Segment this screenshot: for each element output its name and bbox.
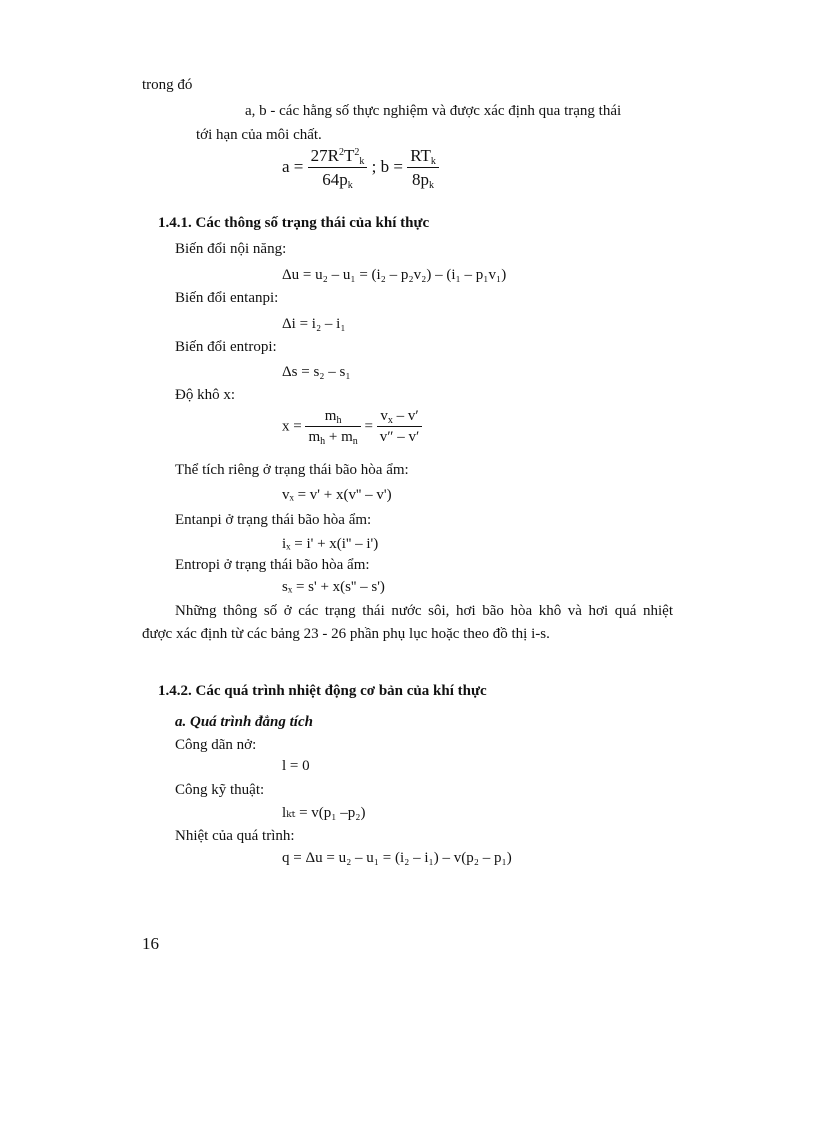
enthalpy-formula: Δi = i₂ – i₁ <box>282 316 346 332</box>
heat-label: Nhiệt của quá trình: <box>175 828 295 844</box>
entropy-formula: Δs = s₂ – s₁ <box>282 364 351 380</box>
dryness-fraction-1: $\frac{m_h}{m_h + m_n}$ <box>305 408 360 446</box>
internal-energy-formula: Δu = u₂ – u₁ = (i₂ – p₂v₂) – (i₁ – p₁v₁) <box>282 267 507 283</box>
isochoric-subheading: a. Quá trình đẳng tích <box>175 714 313 730</box>
dryness-formula <box>282 408 422 446</box>
formula-b-fraction: $\frac{RT_k}{8p_k}$ <box>407 146 439 190</box>
intro-line-3: tới hạn của môi chất. <box>196 127 322 143</box>
dryness-label: Độ khô x: <box>175 387 235 403</box>
dryness-lhs: x = <box>282 418 302 435</box>
internal-energy-label: Biến đổi nội năng: <box>175 241 287 257</box>
dryness-fraction-2: $\frac{v_x - v'}{v'' - v'}$ <box>377 408 423 446</box>
wet-enthalpy-label: Entanpi ở trạng thái bão hòa ẩm: <box>175 512 372 528</box>
tech-work-formula: lₖₜ = v(p₁ –p₂) <box>282 805 366 821</box>
paragraph-line-2: được xác định từ các bảng 23 - 26 phần phụ lục hoặc theo đồ thị i-s. <box>142 626 550 642</box>
enthalpy-label: Biến đổi entanpi: <box>175 290 279 306</box>
intro-line-2: a, b - các hằng số thực nghiệm và được xác định qua trạng thái <box>245 103 622 119</box>
specific-volume-label: Thể tích riêng ở trạng thái bão hòa ẩm: <box>175 462 409 478</box>
formula-a-b <box>282 146 439 190</box>
wet-entropy-label: Entropi ở trạng thái bão hòa ẩm: <box>175 557 370 573</box>
formula-a-fraction: $\frac{27R^2T^2_k}{64p_k}$ <box>308 146 368 190</box>
formula-b-lhs: ; b = <box>371 156 403 176</box>
section-142-heading: 1.4.2. Các quá trình nhiệt động cơ bản của khí thực <box>158 683 487 699</box>
wet-entropy-formula: sₓ = s' + x(s'' – s') <box>282 579 385 595</box>
tech-work-label: Công kỹ thuật: <box>175 782 265 798</box>
dryness-equals: = <box>364 418 373 435</box>
intro-line-1: trong đó <box>142 77 193 93</box>
formula-a-lhs: a = <box>282 156 304 176</box>
section-141-heading: 1.4.1. Các thông số trạng thái của khí thực <box>158 215 430 231</box>
heat-formula: q = Δu = u₂ – u₁ = (i₂ – i₁) – v(p₂ – p₁) <box>282 850 512 866</box>
specific-volume-formula: vₓ = v' + x(v'' – v') <box>282 487 392 503</box>
wet-enthalpy-formula: iₓ = i' + x(i'' – i') <box>282 536 379 552</box>
work-label: Công dãn nở: <box>175 737 257 753</box>
entropy-label: Biến đổi entropi: <box>175 339 277 355</box>
paragraph-line-1: Những thông số ở các trạng thái nước sôi, hơi bão hòa khô và hơi quá nhiệt <box>175 603 673 619</box>
work-formula: l = 0 <box>282 758 310 774</box>
page-number: 16 <box>142 934 159 953</box>
